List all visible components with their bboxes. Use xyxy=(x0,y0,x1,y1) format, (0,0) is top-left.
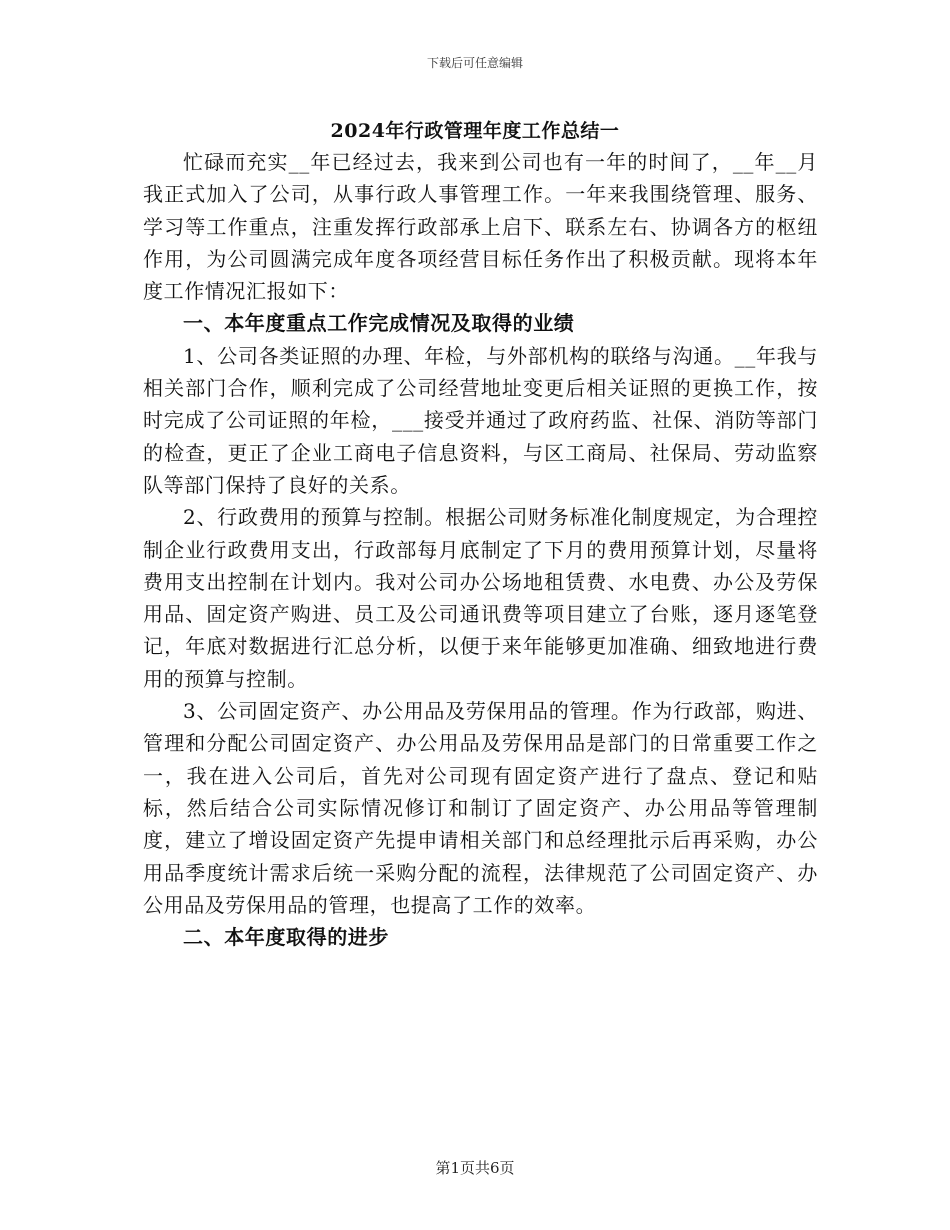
section-heading-2: 二、本年度取得的进步 xyxy=(183,925,389,950)
item-paragraph-3: 3、公司固定资产、办公用品及劳保用品的管理。作为行政部，购进、管理和分配公司固定资产、办公用品及劳保用品是部门的日常重要工作之一，我在进入公司后，首先对公司现有固定资产进行了盘点、登记和贴标，然后结合公司实际情况修订和制订了固定资产、办公用品等管理制度，建立了增设固定资产先提申请相关部门和总经理批示后再采购，办公用品季度统计需求后统一采购分配的流程，法律规范了公司固定资产、办公用品及劳保用品的管理，也提高了工作的效率。 xyxy=(143,699,818,917)
document-body xyxy=(143,146,818,953)
item-paragraph-2: 2、行政费用的预算与控制。根据公司财务标准化制度规定，为合理控制企业行政费用支出，行政部每月底制定了下月的费用预算计划，尽量将费用支出控制在计划内。我对公司办公场地租赁费、水电费、办公及劳保用品、固定资产购进、员工及公司通讯费等项目建立了台账，逐月逐笔登记，年底对数据进行汇总分析，以便于来年能够更加准确、细致地进行费用的预算与控制。 xyxy=(143,505,818,691)
document-title: 2024年行政管理年度工作总结一 xyxy=(330,120,620,142)
page-number: 第1页共6页 xyxy=(435,1159,515,1177)
section-heading-1: 一、本年度重点工作完成情况及取得的业绩 xyxy=(183,311,575,336)
intro-paragraph: 忙碌而充实__年已经过去，我来到公司也有一年的时间了，__年__月我正式加入了公司，从事行政人事管理工作。一年来我围绕管理、服务、学习等工作重点，注重发挥行政部承上启下、联系左右、协调各方的枢纽作用，为公司圆满完成年度各项经营目标任务作出了积极贡献。现将本年度工作情况汇报如下： xyxy=(143,150,818,304)
download-note: 下载后可任意编辑 xyxy=(426,56,523,70)
item-paragraph-1: 1、公司各类证照的办理、年检，与外部机构的联络与沟通。__年我与相关部门合作，顺利完成了公司经营地址变更后相关证照的更换工作，按时完成了公司证照的年检，___接受并通过了政府药监、社保、消防等部门的检查，更正了企业工商电子信息资料，与区工商局、社保局、劳动监察队等部门保持了良好的关系。 xyxy=(143,343,818,497)
